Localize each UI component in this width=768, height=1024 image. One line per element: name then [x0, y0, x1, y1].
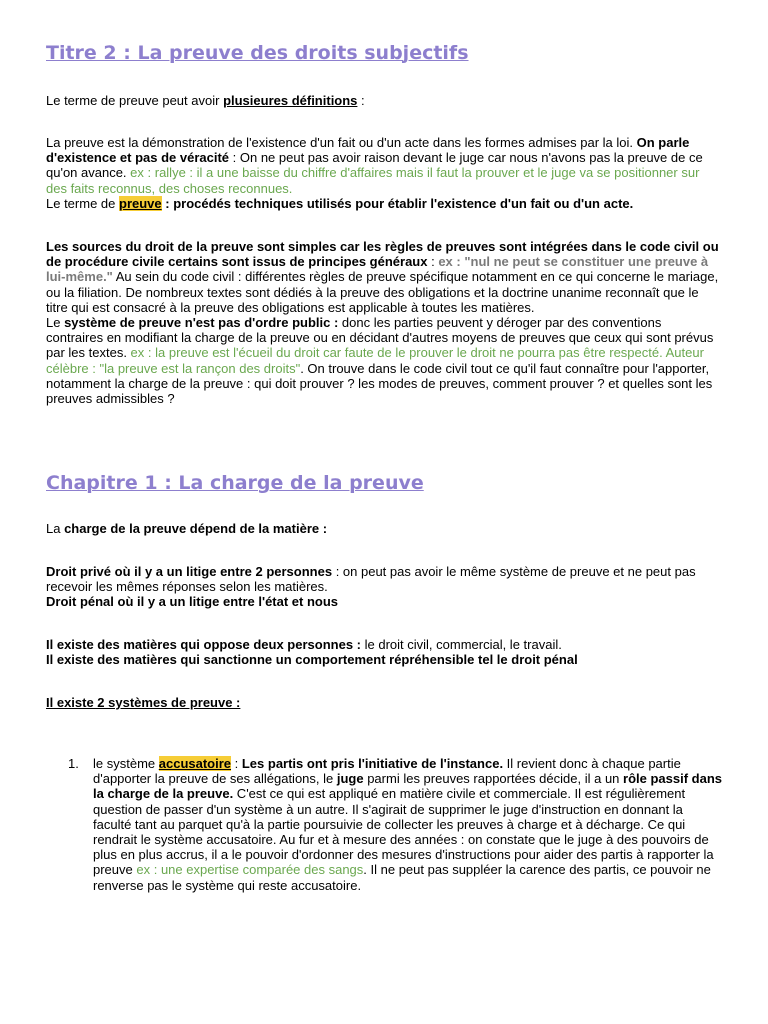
- code-civil-text: . On trouve dans le code civil tout ce qu'il faut connaître pour l'apporter, notamment la charge de la preuve : qui doit prouver ? les modes de preuves, comment prouver ? et quelles sont les preuves admissibles ?: [46, 360, 713, 407]
- item-decide: parmi les preuves rapportées décide, il a un: [363, 771, 624, 787]
- intro-paragraph: [46, 93, 722, 108]
- sources-statement: Les sources du droit de la preuve sont simples car les règles de preuves sont intégrées dans le code civil ou de procédure civile certains sont issus de principes généraux: [46, 239, 719, 270]
- charge-paragraph: [46, 521, 722, 536]
- matieres-list: le droit civil, commercial, le travail.: [361, 637, 562, 652]
- droit-prive-text: : on peut pas avoir le même système de preuve et ne peut pas recevoir les mêmes réponses selon les matières.: [46, 564, 696, 595]
- matieres-paragraph: [46, 637, 722, 667]
- nul-ne-peut-example: ex : "nul ne peut se constituer une preuve à lui-même.": [46, 254, 709, 285]
- droit-penal-heading: Droit pénal où il y a un litige entre l'état et nous: [46, 594, 339, 610]
- item-initiative: Les partis ont pris l'initiative de l'instance.: [241, 756, 504, 771]
- definition-text: La preuve est la démonstration de l'existence d'un fait ou d'un acte dans les formes admises par la loi.: [46, 135, 637, 150]
- droit-prive-heading: Droit privé où il y a un litige entre 2 personnes: [46, 564, 333, 579]
- definition-explanation: : On ne peut pas avoir raison devant le juge car nous n'avons pas la preuve de ce qu'on avance.: [46, 150, 703, 181]
- charge-la: La: [46, 521, 65, 536]
- intro-colon: :: [357, 93, 365, 108]
- highlight-accusatoire: accusatoire: [158, 756, 232, 771]
- conventions-text: donc les parties peuvent y déroger par des conventions contraires en modifiant la charge de la preuve ou en décidant d'autres moyens de preuves que ceux qui sont prévus par les textes.: [46, 315, 714, 361]
- highlight-preuve: preuve: [119, 195, 162, 211]
- rallye-example: ex : rallye : il a une baisse du chiffre d'affaires mais il faut la prouver et le juge va se positionner sur des faits reconnus, des choses reconnues.: [46, 165, 700, 196]
- intro-definitions: plusieures définitions: [223, 93, 358, 108]
- ordre-public-statement: système de preuve n'est pas d'ordre public :: [64, 315, 339, 331]
- item-allegations: Il revient donc à chaque partie d'apporter la preuve de ses allégations, le: [93, 756, 681, 787]
- matieres-sanction: Il existe des matières qui sanctionne un comportement répréhensible tel le droit pénal: [46, 652, 578, 668]
- intro-text: Le terme de preuve peut avoir: [46, 93, 224, 108]
- sources-colon: :: [427, 254, 439, 270]
- procedes-definition: : procédés techniques utilisés pour établir l'existence d'un fait ou d'un acte.: [161, 195, 634, 211]
- sources-paragraph: [46, 239, 722, 406]
- existence-statement: On parle d'existence et pas de véracité: [46, 135, 690, 166]
- item-conclusion: . Il ne peut pas suppléer la carence des partis, ce pouvoir ne renverse pas le système qui reste accusatoire.: [93, 862, 711, 893]
- ecueil-example: ex : la preuve est l'écueil du droit car faute de le prouver le droit ne pourra pas être respecté. Auteur célèbre : "la preuve est la rançon des droits": [46, 345, 704, 376]
- sources-details: Au sein du code civil : différentes règles de preuve spécifique notamment en ce qui concerne le mariage, ou la filiation. De nombreux textes sont dédiés à la preuve des obligations et la doctrine unanime reconnaît que le titre qui est consacré à la preuve des obligations est applicable à toutes les matières.: [46, 269, 719, 315]
- charge-matiere: charge de la preuve dépend de la matière :: [64, 521, 328, 536]
- definition-paragraph: [46, 135, 722, 211]
- item-body: C'est ce qui est appliqué en matière civile et commerciale. Il est régulièrement question de passer d'un système à un autre. Il s'agirait de supprimer le juge d'instruction en donnant la faculté tant au parquet qu'à la partie poursuivie de collecter les preuves à charge et à décharge. Ce qui rendrait le système accusatoire. Au fur et à mesure des années : on constate que le juge à des pouvoirs de plus en plus accrus, il a le pouvoir d'ordonner des mesures d'instructions pour aider des partis à rapporter la preuve: [93, 786, 714, 878]
- terme-text: Le terme de: [46, 195, 119, 211]
- page-title: Titre 2 : La preuve des droits subjectifs: [46, 42, 469, 64]
- systeme-text: Le: [46, 315, 65, 331]
- list-item-accusatoire: [93, 756, 723, 893]
- droit-paragraph: [46, 564, 722, 610]
- systemes-text: Il existe 2 systèmes de preuve :: [46, 695, 241, 710]
- list-number: 1.: [68, 756, 79, 771]
- item-colon: :: [231, 756, 242, 771]
- item-juge: juge: [336, 771, 364, 787]
- chapter-title: Chapitre 1 : La charge de la preuve: [46, 472, 424, 494]
- systemes-heading: [46, 695, 722, 710]
- expertise-example: ex : une expertise comparée des sangs: [136, 862, 364, 878]
- matieres-deux-personnes: Il existe des matières qui oppose deux personnes :: [46, 637, 361, 652]
- item-le-systeme: le système: [93, 756, 159, 771]
- item-role-passif: rôle passif dans la charge de la preuve.: [93, 771, 722, 802]
